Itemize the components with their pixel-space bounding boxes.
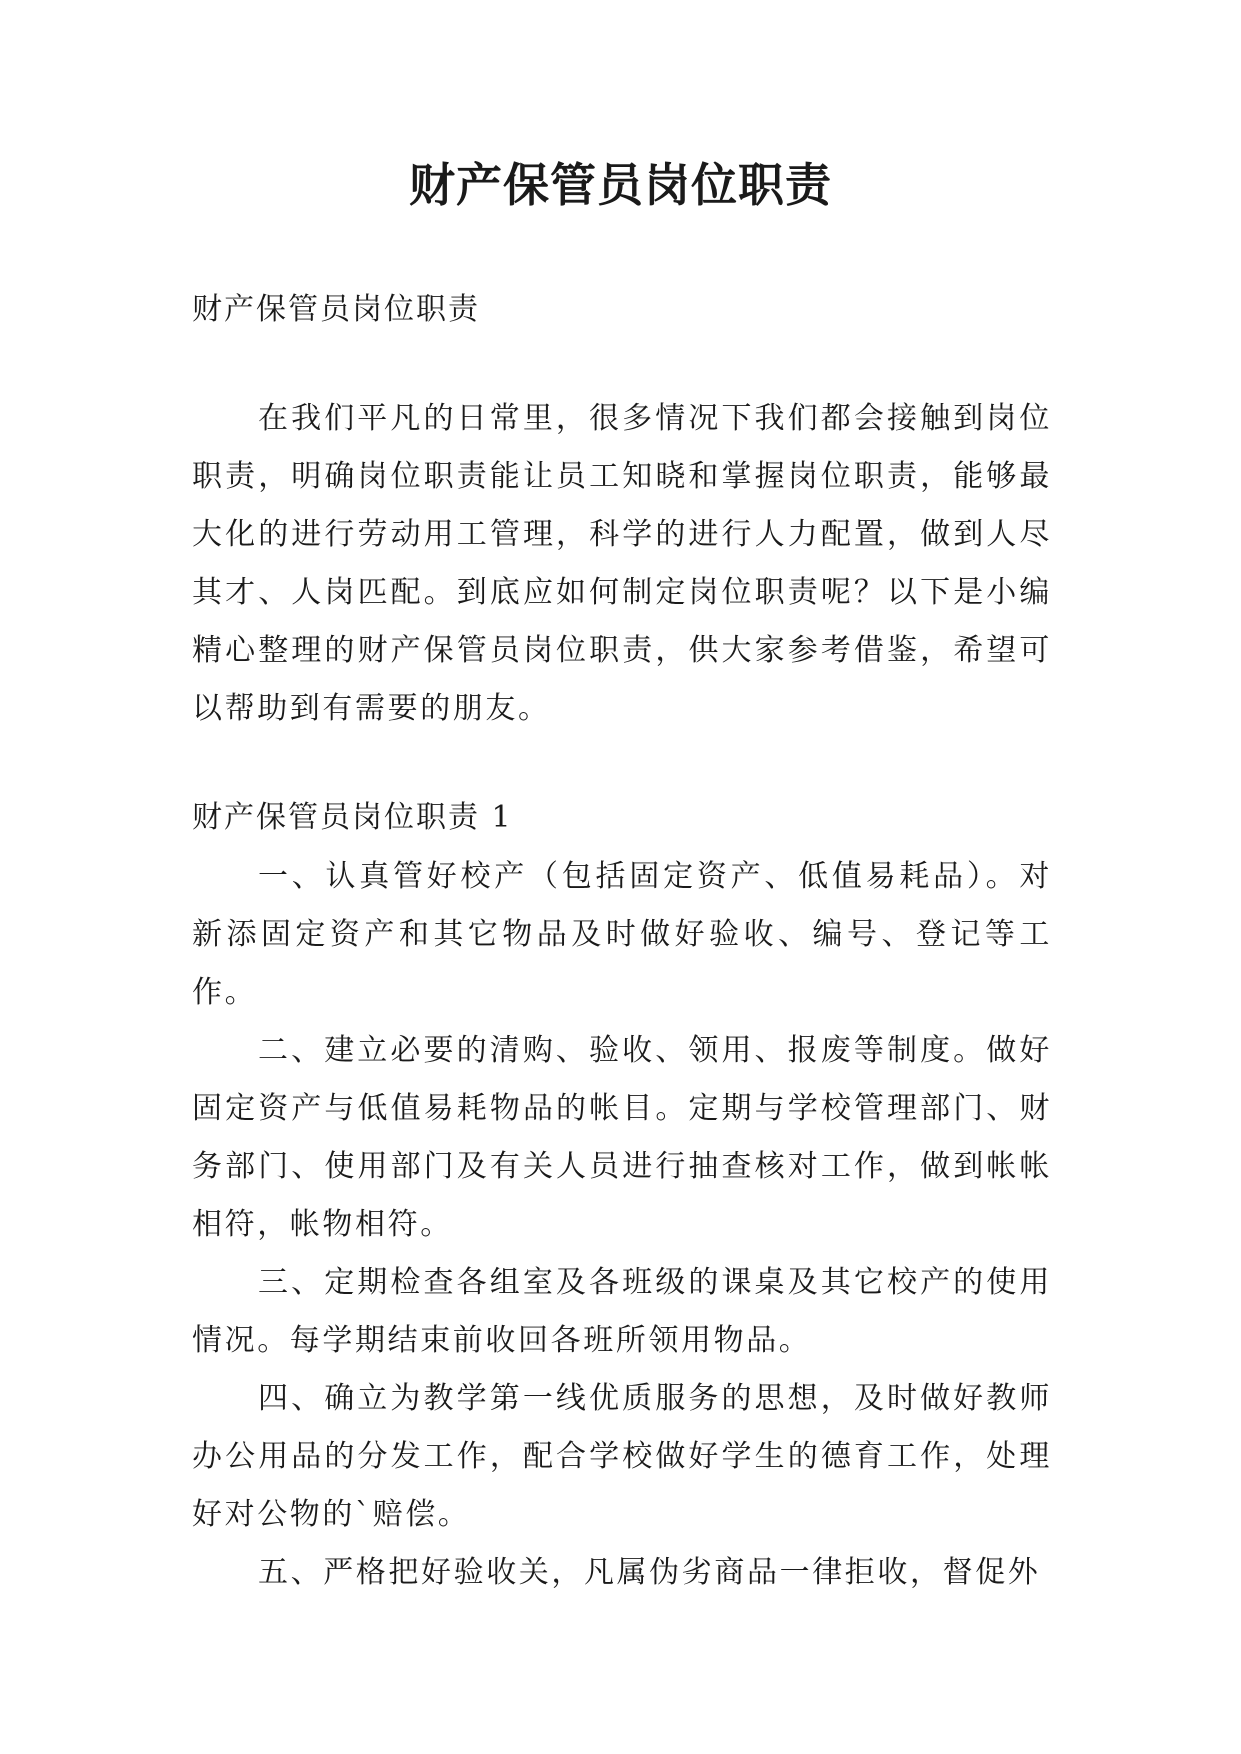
spacer — [192, 738, 1052, 790]
duty-item-2: 二、建立必要的清购、验收、领用、报废等制度。做好固定资产与低值易耗物品的帐目。定期与学校管理部门、财务部门、使用部门及有关人员进行抽查核对工作，做到帐帐相符，帐物相符。 — [192, 1033, 1052, 1242]
section-heading: 财产保管员岗位职责 1 — [192, 800, 513, 835]
document-body — [192, 282, 1052, 1602]
duty-item-4: 四、确立为教学第一线优质服务的思想，及时做好教师办公用品的分发工作，配合学校做好学生的德育工作，处理好对公物的`赔偿。 — [192, 1381, 1052, 1532]
document-heading: 财产保管员岗位职责 — [192, 292, 480, 327]
spacer — [192, 338, 1052, 390]
duty-item-1: 一、认真管好校产（包括固定资产、低值易耗品）。对新添固定资产和其它物品及时做好验收、编号、登记等工作。 — [192, 859, 1052, 1010]
duty-item-3: 三、定期检查各组室及各班级的课桌及其它校产的使用情况。每学期结束前收回各班所领用物品。 — [192, 1265, 1052, 1358]
document-title: 财产保管员岗位职责 — [409, 158, 832, 212]
intro-paragraph: 在我们平凡的日常里，很多情况下我们都会接触到岗位职责，明确岗位职责能让员工知晓和掌握岗位职责，能够最大化的进行劳动用工管理，科学的进行人力配置，做到人尽其才、人岗匹配。到底应如何制定岗位职责呢？以下是小编精心整理的财产保管员岗位职责，供大家参考借鉴，希望可以帮助到有需要的朋友。 — [192, 401, 1052, 726]
duty-item-5: 五、严格把好验收关，凡属伪劣商品一律拒收，督促外 — [258, 1555, 1041, 1590]
